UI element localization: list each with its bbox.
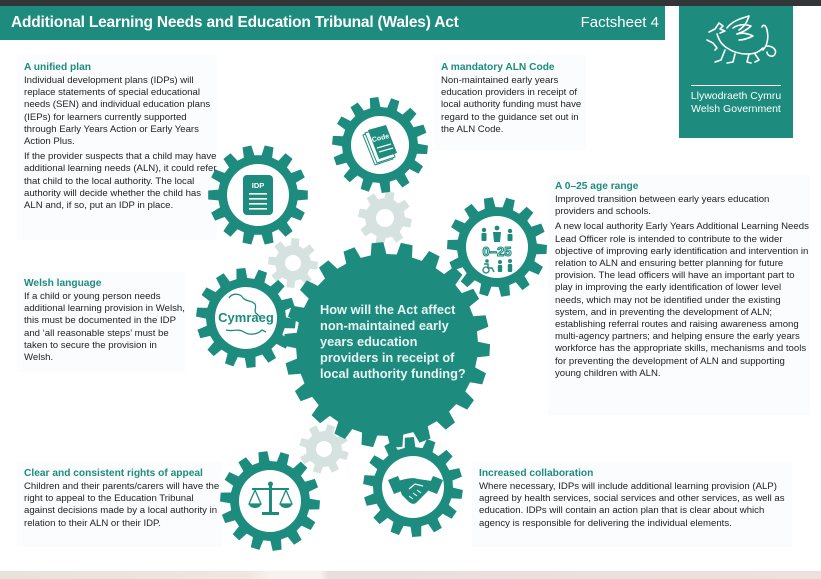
section-text: A new local authority Early Years Additional Learning Needs Lead Officer role is intended to contribute to the wider objective of improving early identification and intervention in relation to ALN and ensuring better planning for future provision. The lead officers will have an important part to play in improving the early identification of lower level needs, which may not be identified under the existing system, and in preventing the development of ALN; establishing referral routes and raising awareness among multi-agency partners; and helping ensure the early years workforce has the appropriate skills, mechanisms and tools for preventing the development of ALN and supporting young children with ALN. <box>555 221 809 379</box>
logo-english-name: Welsh Government <box>691 103 781 115</box>
section-text: Where necessary, IDPs will include additional learning provision (ALP) agreed by health services, social services and other services, as well as education. IDPs will contain an action plan that is clear about which agency is responsible for delivering the individual elements. <box>479 481 785 529</box>
age-range-label: 0–25 <box>482 244 512 259</box>
logo-welsh-name: Llywodraeth Cymru <box>690 90 782 102</box>
light-gear-icon <box>268 238 318 288</box>
cymraeg-label: Cymraeg <box>218 310 274 325</box>
section-heading: A unified plan <box>24 62 91 73</box>
idp-label: IDP <box>251 181 265 190</box>
idp-document-icon <box>243 175 273 215</box>
section-text: Individual development plans (IDPs) will replace statements of special educational needs (SEN) and individual education plans (IEPs) for learners currently supported through Early Years Action or Early Years Action Plus. <box>24 75 211 148</box>
light-gear-icon <box>358 191 412 245</box>
section-text: Non-maintained early years education providers in receipt of local authority funding must have regard to the guidance set out in the ALN Code. <box>441 75 582 135</box>
section-heading: A mandatory ALN Code <box>441 62 555 73</box>
central-question: How will the Act affect non-maintained early years education providers in receipt of local authority funding? <box>320 302 466 381</box>
document-title: Additional Learning Needs and Education Tribunal (Wales) Act <box>11 14 459 31</box>
section-heading: A 0–25 age range <box>555 181 639 192</box>
section-heading: Increased collaboration <box>479 468 594 479</box>
section-text: Children and their parents/carers will have the right to appeal to the Education Tribunal against decisions made by a local authority in relation to their ALN or their IDP. <box>24 481 220 529</box>
section-text: Improved transition between early years education providers and schools. <box>555 194 770 218</box>
section-heading: Clear and consistent rights of appeal <box>24 468 203 479</box>
code-label: Code <box>371 133 390 145</box>
section-heading: Welsh language <box>24 278 102 289</box>
section-text: If a child or young person needs additional learning provision in Welsh, this must be documented in the IDP and ‘all reasonable steps’ must be taken to secure the provision in Welsh. <box>24 291 185 364</box>
factsheet-number: Factsheet 4 <box>580 14 659 31</box>
section-text: If the provider suspects that a child may have additional learning needs (ALN), it could refer that child to the local authority. The local authority will decide whether the child has ALN and, if so, put an IDP in place. <box>24 151 217 212</box>
bottom-strip <box>0 571 821 579</box>
